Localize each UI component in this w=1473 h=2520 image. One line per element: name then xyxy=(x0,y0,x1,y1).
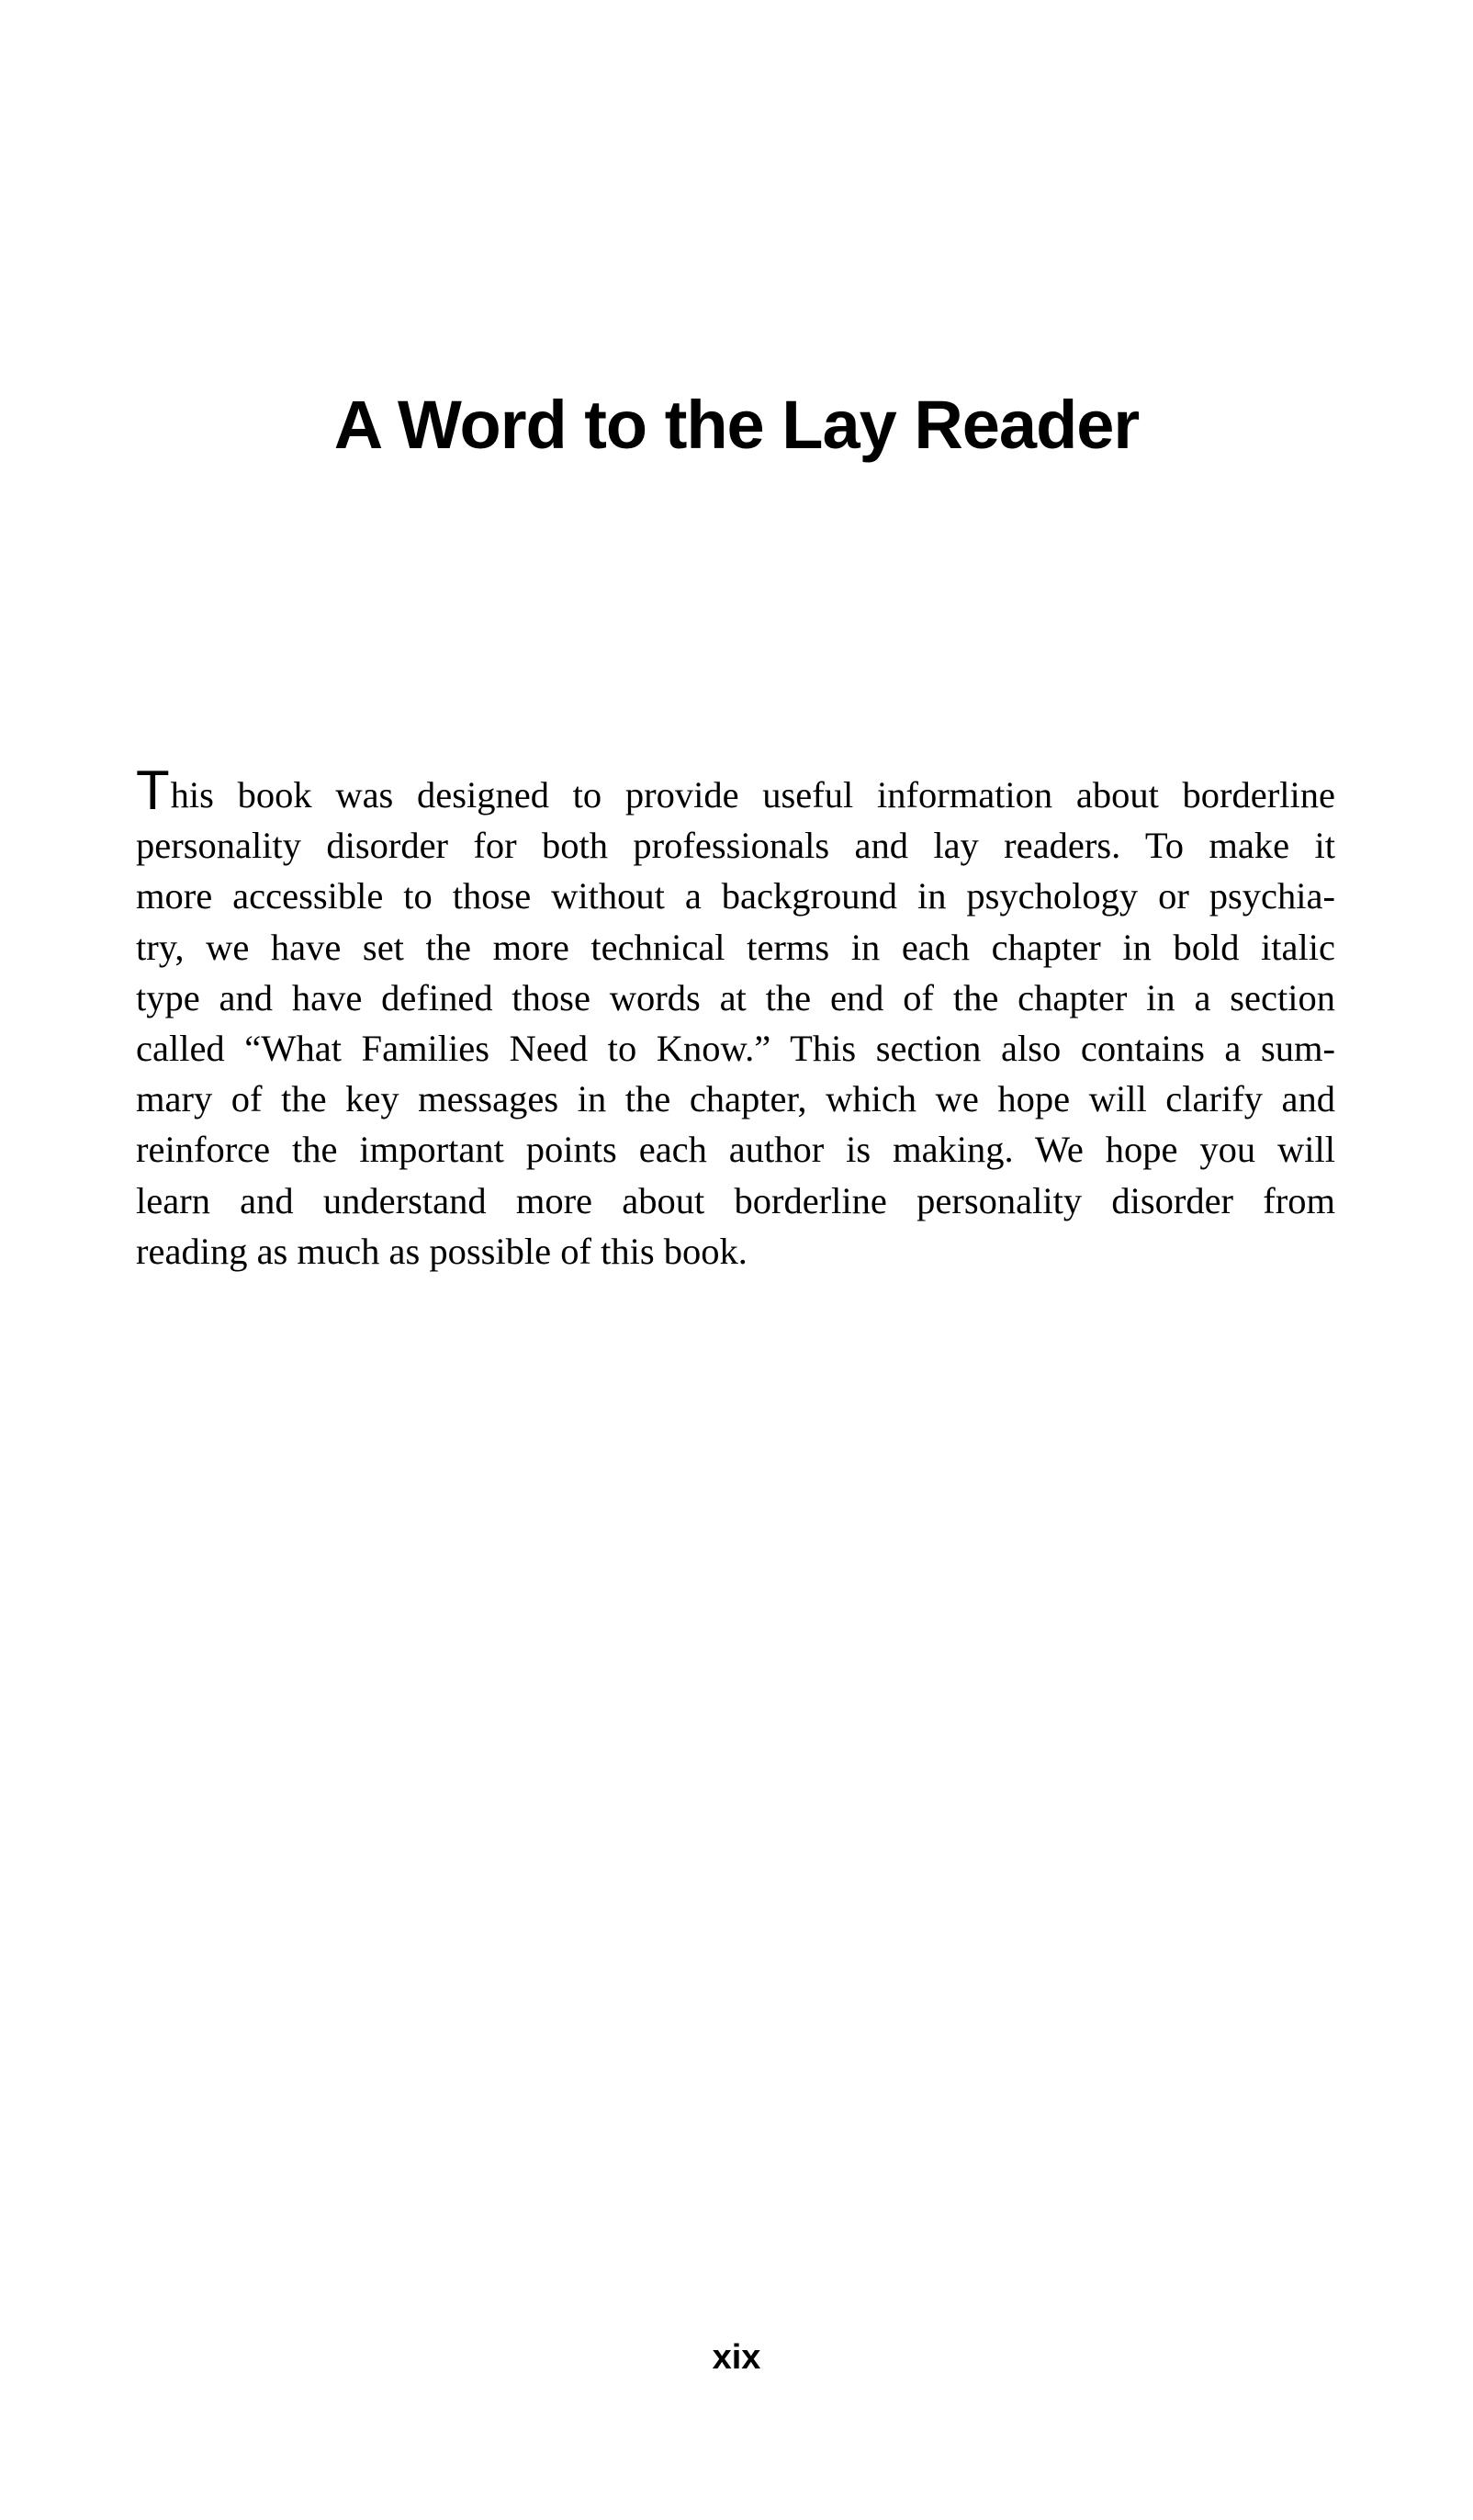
paragraph-line: reinforce the important points each author is making. We hope you will xyxy=(136,1129,1335,1171)
page-number: xix xyxy=(712,2338,761,2377)
paragraph-line: called “What Families Need to Know.” This section also contains a sum- xyxy=(136,1028,1335,1070)
paragraph-line: learn and understand more about borderline personality disorder from xyxy=(136,1179,1335,1221)
paragraph-line: mary of the key messages in the chapter, which we hope will clarify and xyxy=(136,1078,1335,1120)
paragraph-line-text: his book was designed to provide useful information about borderline xyxy=(170,774,1335,816)
paragraph-line: reading as much as possible of this book. xyxy=(136,1230,748,1272)
paragraph-line xyxy=(136,759,1335,821)
paragraph-line: try, we have set the more technical terms in each chapter in bold italic xyxy=(136,926,1335,968)
paragraph-line: more accessible to those without a background in psychology or psychia- xyxy=(136,875,1335,917)
paragraph-line: type and have defined those words at the end of the chapter in a section xyxy=(136,976,1335,1018)
drop-cap: T xyxy=(136,759,170,821)
page-title: A Word to the Lay Reader xyxy=(333,387,1140,463)
body-paragraph xyxy=(136,759,1335,1277)
paragraph-line: personality disorder for both professionals and lay readers. To make it xyxy=(136,825,1335,867)
